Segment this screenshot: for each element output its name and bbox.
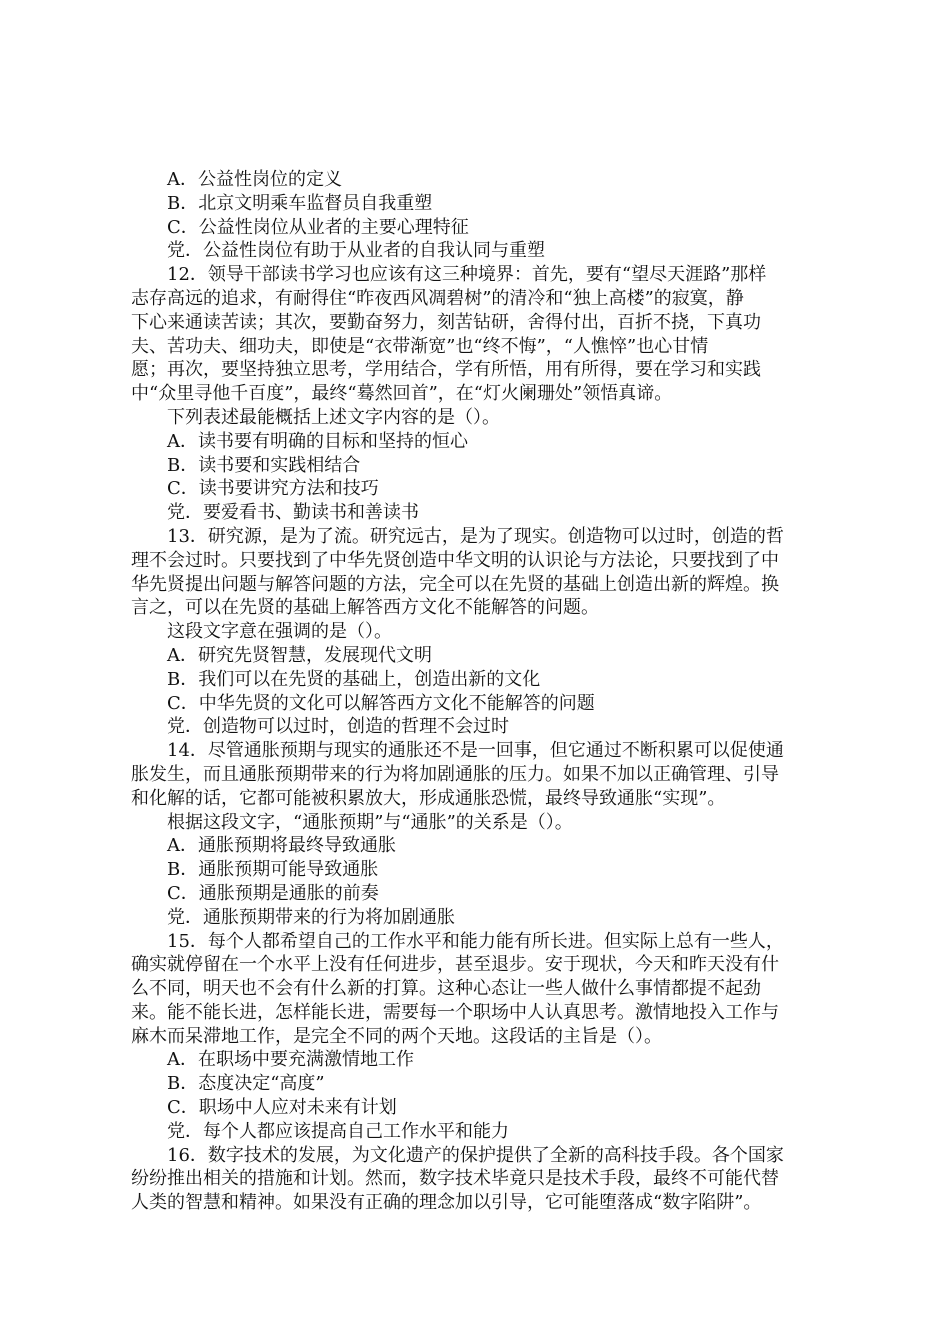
q13-option-a: A．研究先贤智慧，发展现代文明 [167,644,432,666]
q11-option-c: C．公益性岗位从业者的主要心理特征 [167,216,469,238]
q12-text-line: 愿；再次，要坚持独立思考，学用结合，学有所悟，用有所得，要在学习和实践 [131,359,761,381]
q13-text-line: 华先贤提出问题与解答问题的方法，完全可以在先贤的基础上创造出新的辉煌。换 [131,573,779,595]
question-13 [131,525,831,739]
q15-option-a: A．在职场中要充满激情地工作 [167,1049,414,1071]
q13-option-c: C．中华先贤的文化可以解答西方文化不能解答的问题 [167,692,595,714]
q13-option-d: 党．创造物可以过时，创造的哲理不会过时 [167,716,509,738]
q11-option-d: 党．公益性岗位有助于从业者的自我认同与重塑 [167,240,545,262]
q12-option-b: B．读书要和实践相结合 [167,454,361,476]
q15-option-c: C．职场中人应对未来有计划 [167,1097,397,1119]
q15-text-line: 麻木而呆滞地工作，是完全不同的两个天地。这段话的主旨是（）。 [131,1025,662,1047]
q12-text-line: 12．领导干部读书学习也应该有这三种境界：首先，要有“望尽天涯路”那样 [167,264,767,286]
q14-option-a: A．通胀预期将最终导致通胀 [167,835,396,857]
q12-option-a: A．读书要有明确的目标和坚持的恒心 [167,430,468,452]
question-16 [131,1144,831,1215]
q12-text-line: 志存高远的追求，有耐得住“昨夜西风凋碧树”的清冷和“独上高楼”的寂寞，静 [131,287,744,309]
q15-text-line: 确实就停留在一个水平上没有任何进步，甚至退步。安于现状，今天和昨天没有什 [131,954,779,976]
question-15 [131,930,831,1144]
q14-text-line: 胀发生，而且通胀预期带来的行为将加剧通胀的压力。如果不加以正确管理、引导 [131,763,779,785]
q15-option-b: B．态度决定“高度” [167,1073,325,1095]
q13-option-b: B．我们可以在先贤的基础上，创造出新的文化 [167,668,541,690]
q14-text-line: 和化解的话，它都可能被积累放大，形成通胀恐慌，最终导致通胀“实现”。 [131,787,726,809]
q12-option-d: 党．要爱看书、勤读书和善读书 [167,502,419,524]
q13-text-line: 言之，可以在先贤的基础上解答西方文化不能解答的问题。 [131,597,599,619]
q14-question: 根据这段文字，“通胀预期”与“通胀”的关系是（）。 [167,811,573,833]
q15-text-line: 15．每个人都希望自己的工作水平和能力能有所长进。但实际上总有一些人， [167,930,784,952]
q13-text-line: 13．研究源，是为了流。研究远古，是为了现实。创造物可以过时，创造的哲 [167,525,784,547]
q15-text-line: 么不同，明天也不会有什么新的打算。这种心态让一些人做什么事情都提不起劲 [131,978,761,1000]
q11-option-a: A．公益性岗位的定义 [167,169,342,190]
q15-option-d: 党．每个人都应该提高自己工作水平和能力 [167,1120,509,1142]
q11-option-b: B．北京文明乘车监督员自我重塑 [167,192,433,214]
q13-question: 这段文字意在强调的是（）。 [167,621,392,643]
q16-text-line: 16．数字技术的发展，为文化遗产的保护提供了全新的高科技手段。各个国家 [167,1144,784,1166]
q14-text-line: 14．尽管通胀预期与现实的通胀还不是一回事，但它通过不断积累可以促使通 [167,740,784,762]
q16-text-line: 纷纷推出相关的措施和计划。然而，数字技术毕竟只是技术手段，最终不可能代替 [131,1168,779,1190]
q12-text-line: 中“众里寻他千百度”，最终“蓦然回首”，在“灯火阑珊处”领悟真谛。 [131,383,673,405]
question-12 [131,263,831,525]
q12-text-line: 下心来通读苦读；其次，要勤奋努力，刻苦钻研，舍得付出，百折不挠，下真功 [131,311,761,333]
question-14 [131,739,831,929]
document-body [131,168,831,1215]
q12-question: 下列表述最能概括上述文字内容的是（）。 [167,406,500,428]
q15-text-line: 来。能不能长进，怎样能长进，需要每一个职场中人认真思考。激情地投入工作与 [131,1001,779,1023]
q14-option-d: 党．通胀预期带来的行为将加剧通胀 [167,906,455,928]
q16-text-line: 人类的智慧和精神。如果没有正确的理念加以引导，它可能堕落成“数字陷阱”。 [131,1192,762,1214]
q12-text-line: 夫、苦功夫、细功夫，即使是“衣带渐宽”也“终不悔”，“人憔悴”也心甘情 [131,335,709,357]
q13-text-line: 理不会过时。只要找到了中华先贤创造中华文明的认识论与方法论，只要找到了中 [131,549,779,571]
q11-options [131,168,831,263]
q14-option-c: C．通胀预期是通胀的前奏 [167,882,379,904]
q12-option-c: C．读书要讲究方法和技巧 [167,478,379,500]
q14-option-b: B．通胀预期可能导致通胀 [167,859,379,881]
